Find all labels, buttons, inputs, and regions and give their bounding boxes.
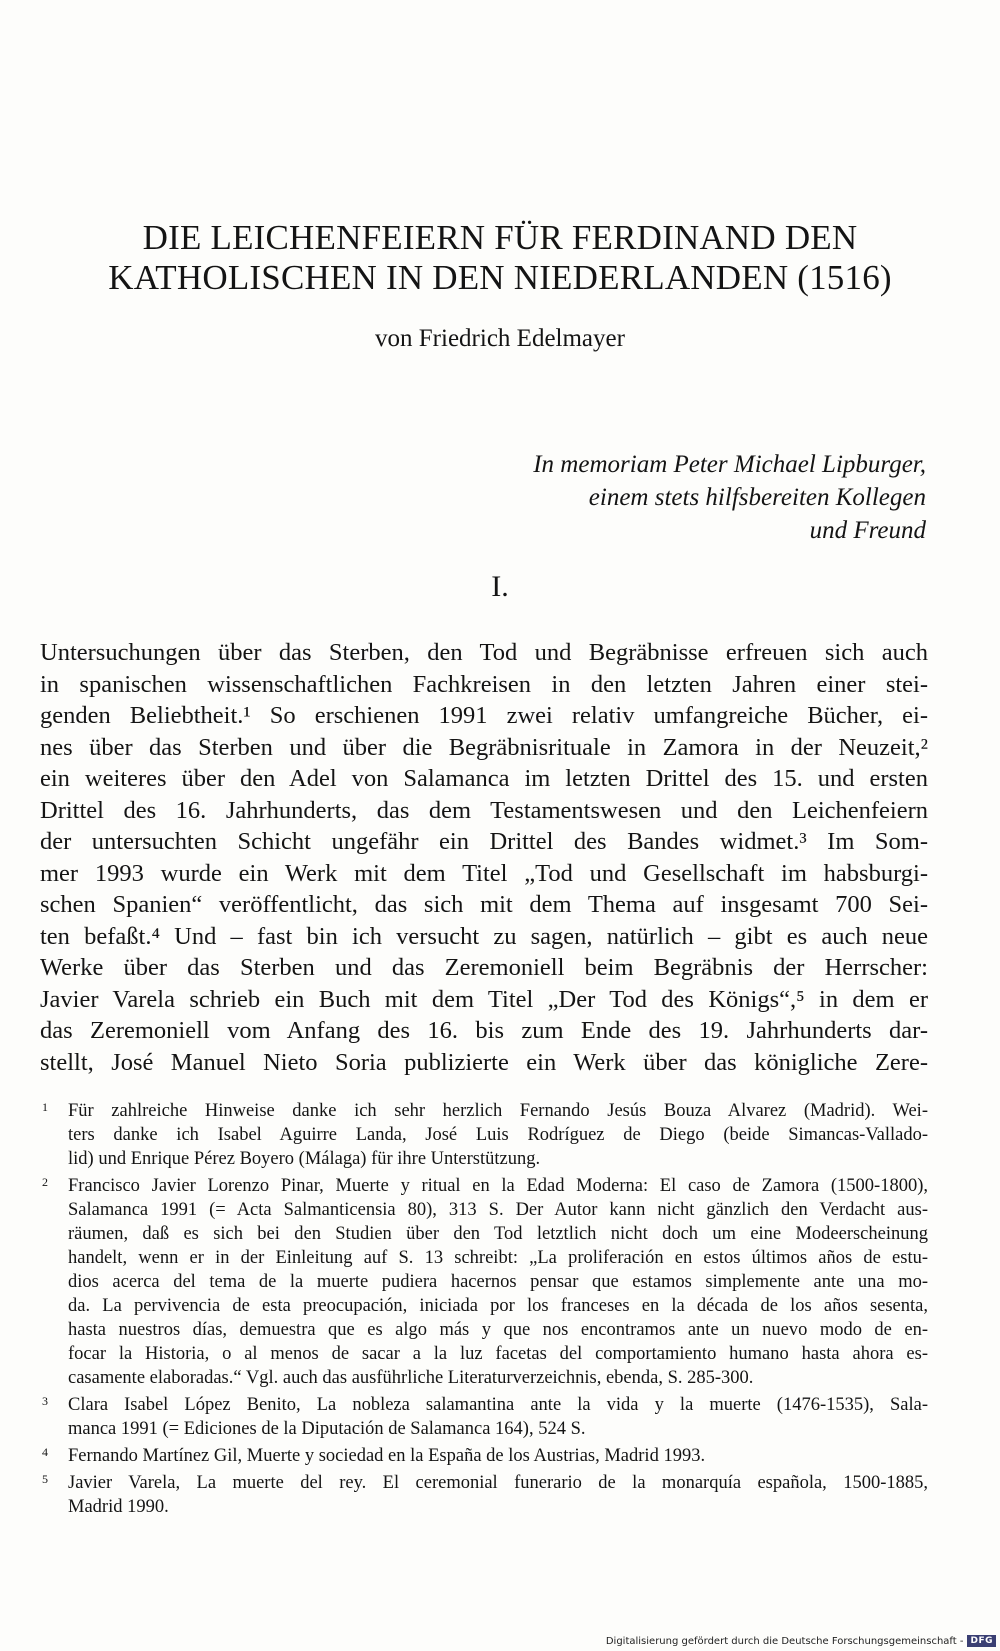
footnote-mark: 2 <box>42 1175 48 1189</box>
footnote-mark: 4 <box>42 1445 48 1459</box>
footnote-line: Francisco Javier Lorenzo Pinar, Muerte y ritual en la Edad Moderna: El caso de Zamora (1500-1800), <box>68 1176 928 1196</box>
digitization-credit <box>606 1635 996 1647</box>
body-line: ten befaßt.⁴ Und – fast bin ich versucht zu sagen, natürlich – gibt es auch neue <box>40 922 928 950</box>
footnote-line: focar la Historia, o al menos de sacar a la luz facetas del comportamiento humano hasta ahora es- <box>68 1344 928 1364</box>
footnote-line: da. La pervivencia de esta preocupación, iniciada por los franceses en la década de los años sesenta, <box>68 1296 928 1316</box>
dedication <box>326 448 926 547</box>
footnote-line: casamente elaboradas.“ Vgl. auch das ausführliche Literaturverzeichnis, ebenda, S. 285-300. <box>68 1368 754 1388</box>
body-line: schen Spanien“ veröffentlicht, das sich mit dem Thema auf insgesamt 700 Sei- <box>40 891 928 918</box>
dedication-line: In memoriam Peter Michael Lipburger, <box>533 451 926 478</box>
footnote-line: Javier Varela, La muerte del rey. El ceremonial funerario de la monarquía española, 1500-1885, <box>68 1473 928 1493</box>
body-line: das Zeremoniell vom Anfang des 16. bis zum Ende des 19. Jahrhunderts dar- <box>40 1017 928 1044</box>
footnote-line: dios acerca del tema de la muerte pudiera hacernos pensar que estamos simplemente ante una mo- <box>68 1272 928 1292</box>
title-line: DIE LEICHENFEIERN FÜR FERDINAND DEN <box>142 218 858 257</box>
footnote-line: hasta nuestros días, demuestra que es algo más y que nos encontramos ante un nuevo modo de en- <box>68 1320 928 1340</box>
article-title <box>30 218 970 298</box>
footnote <box>40 1393 928 1441</box>
dedication-line: und Freund <box>809 517 926 544</box>
footnote-line: ters danke ich Isabel Aguirre Landa, José Luis Rodríguez de Diego (beide Simancas-Vallado- <box>68 1125 928 1145</box>
footnote-line: Fernando Martínez Gil, Muerte y sociedad en la España de los Austrias, Madrid 1993. <box>68 1446 706 1466</box>
footnote-line: manca 1991 (= Ediciones de la Diputación de Salamanca 164), 524 S. <box>68 1419 586 1439</box>
footnote-line: lid) und Enrique Pérez Boyero (Málaga) für ihre Unterstützung. <box>68 1149 541 1169</box>
body-line: in spanischen wissenschaftlichen Fachkreisen in den letzten Jahren einer stei- <box>40 670 928 698</box>
credit-text: Digitalisierung gefördert durch die Deutsche Forschungsgemeinschaft - <box>605 1635 964 1647</box>
footnote-mark: 1 <box>42 1100 48 1114</box>
body-line: Werke über das Sterben und das Zeremoniell beim Begräbnis der Herrscher: <box>40 954 928 981</box>
footnote <box>40 1099 928 1171</box>
article-author: von Friedrich Edelmayer <box>375 325 625 352</box>
footnote <box>40 1471 928 1519</box>
footnote-line: Salamanca 1991 (= Acta Salmanticensia 80), 313 S. Der Autor kann nicht gänzlich den Verdacht aus- <box>68 1200 928 1220</box>
footnote-mark: 3 <box>42 1394 48 1408</box>
footnote-mark: 5 <box>42 1472 48 1486</box>
body-line: Drittel des 16. Jahrhunderts, das dem Testamentswesen und den Leichenfeiern <box>40 796 928 824</box>
body-line: Javier Varela schrieb ein Buch mit dem Titel „Der Tod des Königs“,⁵ in dem er <box>40 985 928 1013</box>
body-line: der untersuchten Schicht ungefähr ein Drittel des Bandes widmet.³ Im Som- <box>40 828 928 855</box>
footnote-line: Madrid 1990. <box>68 1497 169 1517</box>
footnote-line: Clara Isabel López Benito, La nobleza salamantina ante la vida y la muerte (1476-1535), Sala- <box>68 1395 928 1415</box>
footnotes <box>40 1099 928 1522</box>
body-line: Untersuchungen über das Sterben, den Tod und Begräbnisse erfreuen sich auch <box>40 639 928 666</box>
dfg-logo: DFG <box>967 1635 996 1647</box>
footnote <box>40 1444 928 1468</box>
footnote <box>40 1174 928 1390</box>
title-line: KATHOLISCHEN IN DEN NIEDERLANDEN (1516) <box>108 258 892 297</box>
footnote-line: handelt, wenn er in der Einleitung auf S. 13 schreibt: „La proliferación en estos últimos años de estu- <box>68 1248 928 1268</box>
dedication-line: einem stets hilfsbereiten Kollegen <box>588 484 926 511</box>
body-line: nes über das Sterben und über die Begräbnisrituale in Zamora in der Neuzeit,² <box>40 733 928 761</box>
body-line: mer 1993 wurde ein Werk mit dem Titel „Tod und Gesellschaft im habsburgi- <box>40 859 928 887</box>
footnote-line: Für zahlreiche Hinweise danke ich sehr herzlich Fernando Jesús Bouza Alvarez (Madrid). Wei- <box>68 1101 928 1121</box>
body-line: ein weiteres über den Adel von Salamanca im letzten Drittel des 15. und ersten <box>40 765 928 792</box>
body-line: stellt, José Manuel Nieto Soria publizierte ein Werk über das königliche Zere- <box>40 1048 928 1076</box>
body-paragraph <box>40 637 928 1078</box>
footnote-line: räumen, daß es sich bei den Studien über den Tod letztlich nicht doch um eine Modeerscheinung <box>68 1224 928 1244</box>
section-heading: I. <box>491 570 509 603</box>
body-line: genden Beliebtheit.¹ So erschienen 1991 zwei relativ umfangreiche Bücher, ei- <box>40 702 928 729</box>
